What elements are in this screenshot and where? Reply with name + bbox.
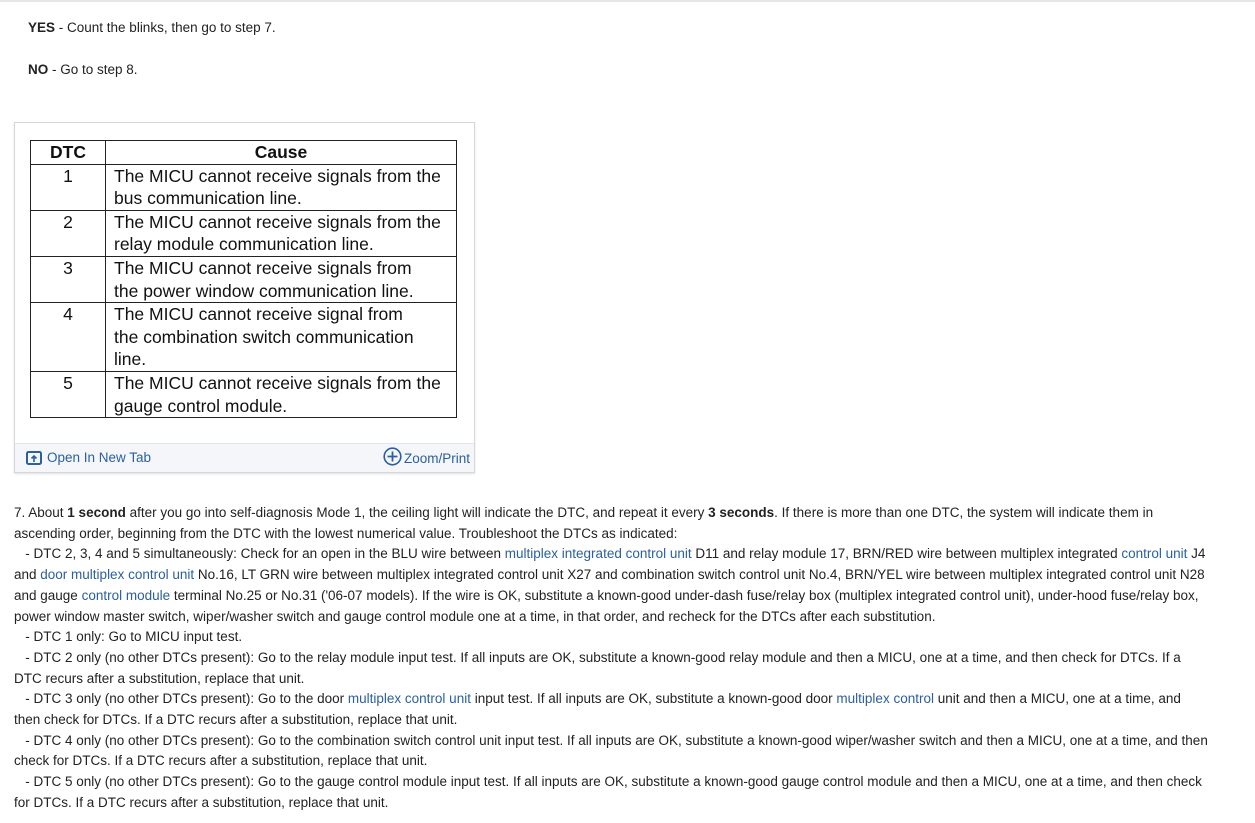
zoom-plus-icon (383, 447, 402, 466)
header-cause: Cause (106, 141, 457, 165)
open-new-tab-label: Open In New Tab (47, 450, 152, 465)
table-header (31, 141, 457, 165)
top-divider (0, 0, 1255, 2)
dtc-cause: The MICU cannot receive signals from the gauge control module. (106, 371, 457, 417)
body-text: - DTC 1 only: Go to MICU input test. (14, 629, 243, 645)
body-text: J4 and (14, 546, 1206, 583)
table-row (31, 210, 457, 256)
emphasis-text: 3 seconds (708, 505, 775, 520)
glossary-link[interactable]: control module (81, 587, 171, 603)
glossary-link[interactable]: multiplex control unit (347, 691, 471, 707)
emphasis-text: 1 second (67, 505, 126, 520)
body-text: terminal No.25 or No.31 ('06-07 models). If the wire is OK, substitute a known-good under-dash fuse/relay box (multiplex integrated control unit), under-hood fuse/relay box, power window master switch, wiper/washer switch and gauge control module one at a time, in that order, and recheck for the DTCs after each substitution. (14, 587, 1199, 624)
dtc-cause: The MICU cannot receive signals from the bus communication line. (106, 164, 457, 210)
glossary-link[interactable]: control unit (1121, 546, 1188, 562)
body-text: . If there is more than one DTC, the system will indicate them in ascending order, beginning from the DTC with the lowest numerical value. Troubleshoot the DTCs as indicated: (14, 505, 1154, 541)
dtc-table (30, 140, 457, 418)
answer-label: NO (28, 62, 49, 77)
body-text: input test. If all inputs are OK, substitute a known-good door (470, 691, 837, 707)
dtc-code: 2 (31, 210, 106, 256)
dtc-code: 1 (31, 164, 106, 210)
body-text: 7. About (14, 505, 68, 520)
answer-label: YES (28, 20, 56, 35)
body-text: - DTC 3 only (no other DTCs present): Go to the door (14, 691, 348, 707)
table-row (31, 164, 457, 210)
body-text: D11 and relay module 17, BRN/RED wire between multiplex integrated (691, 546, 1122, 562)
dtc-cause: The MICU cannot receive signals from the relay module communication line. (106, 210, 457, 256)
dtc-cause: The MICU cannot receive signals from the power window communication line. (106, 256, 457, 302)
answer-text: - Count the blinks, then go to step 7. (55, 20, 276, 35)
zoom-print-label: Zoom/Print (403, 450, 470, 466)
table-row (31, 256, 457, 302)
open-new-tab-link[interactable] (26, 450, 151, 465)
body-text: - DTC 2 only (no other DTCs present): Go to the relay module input test. If all inputs are OK, substitute a known-good relay module and then a MICU, one at a time, and then check for DTCs. If a DTC recurs after a substitution, replace that unit. (14, 649, 1181, 686)
body-text: unit and then a MICU, one at a time, and then check for DTCs. If a DTC recurs after a substitution, replace that unit. (14, 691, 1181, 728)
answer-yes (28, 20, 276, 35)
body-text: - DTC 2, 3, 4 and 5 simultaneously: Check for an open in the BLU wire between (14, 546, 505, 562)
dtc-cause: The MICU cannot receive signal from the combination switch communication line. (106, 303, 457, 372)
body-text: - DTC 5 only (no other DTCs present): Go to the gauge control module input test. If all inputs are OK, substitute a known-good gauge control module and then a MICU, one at a time, and then check for DTCs. If a DTC recurs after a substitution, replace that unit. (14, 774, 1202, 810)
glossary-link[interactable]: multiplex integrated control unit (504, 546, 692, 562)
glossary-link[interactable]: multiplex control (836, 691, 934, 707)
figure-footer (15, 443, 474, 472)
glossary-link[interactable]: door multiplex control unit (40, 567, 195, 583)
dtc-figure (14, 122, 475, 473)
answer-text: - Go to step 8. (48, 62, 138, 77)
answer-no (28, 62, 138, 77)
body-text: after you go into self-diagnosis Mode 1, the ceiling light will indicate the DTC, and repeat it every (125, 505, 709, 520)
table-row (31, 371, 457, 417)
step-7-paragraph (14, 503, 1209, 814)
header-dtc: DTC (31, 141, 106, 165)
body-text: - DTC 4 only (no other DTCs present): Go to the combination switch control unit input test. If all inputs are OK, substitute a known-good wiper/washer switch and then a MICU, one at a time, and then check for DTCs. If a DTC recurs after a substitution, replace that unit. (14, 732, 1208, 769)
zoom-print-link[interactable] (383, 450, 470, 466)
body-text: No.16, LT GRN wire between multiplex integrated control unit X27 and combination switch control unit No.4, BRN/YEL wire between multiplex integrated control unit N28 and gauge (14, 567, 1205, 603)
dtc-code: 5 (31, 371, 106, 417)
dtc-code: 3 (31, 256, 106, 302)
dtc-code: 4 (31, 303, 106, 372)
open-new-tab-icon (26, 451, 42, 465)
table-row (31, 303, 457, 372)
